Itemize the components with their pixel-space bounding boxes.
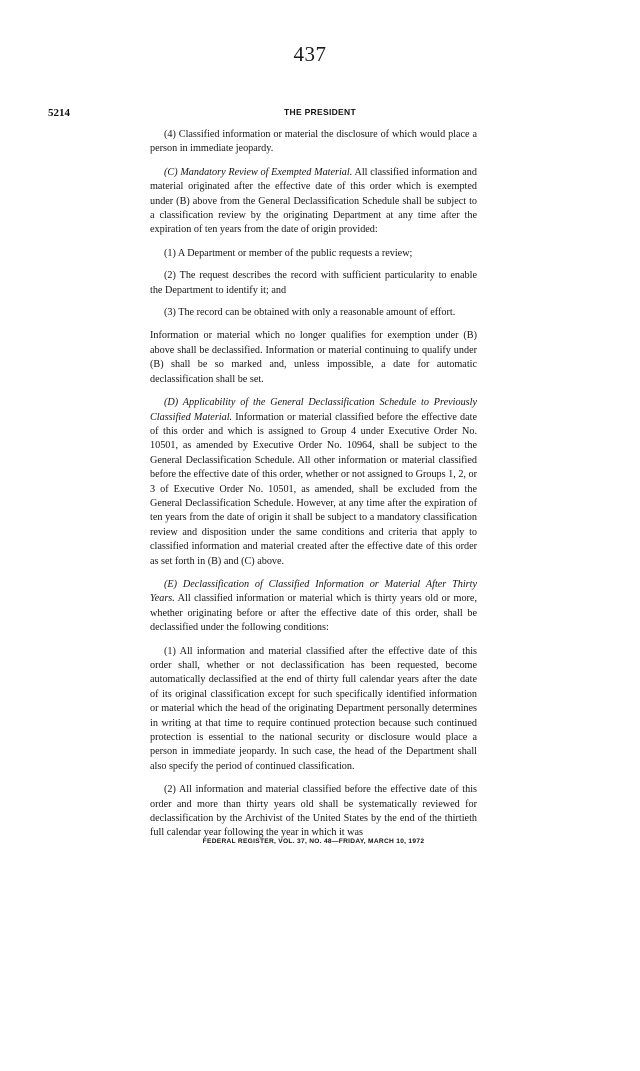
paragraph-section-e: (E) Declassification of Classified Information or Material After Thirty Years. All classified information or material which is thirty years old or more, whether originating before or after the effective date of this order, shall be declassified under the following conditions: xyxy=(150,578,477,634)
paragraph-c3: (3) The record can be obtained with only a reasonable amount of effort. xyxy=(164,307,456,319)
paragraph-c4: (4) Classified information or material the disclosure of which would place a person in immediate jeopardy. xyxy=(150,129,477,155)
paragraph-c2: (2) The request describes the record with sufficient particularity to enable the Department to identify it; and xyxy=(150,270,477,296)
section-d-heading: (D) Applicability of the General Declassification Schedule to Previously Classified Material. xyxy=(150,397,477,423)
federal-register-footer: FEDERAL REGISTER, VOL. 37, NO. 48—FRIDAY, MARCH 10, 1972 xyxy=(202,838,425,845)
paragraph-c1: (1) A Department or member of the public requests a review; xyxy=(164,247,413,259)
paragraph-e1: (1) All information and material classified after the effective date of this order shall, whether or not declassification has been requested, become automatically declassified at the end of thirty full calendar years after the date of its original classification except for such specifically identified information or material which the head of the originating Department personally determines in writing at that time to require continued protection because such continued protection is essential to the national security or disclosure would place a person in immediate jeopardy. In such case, the head of the Department shall also specify the period of continued classification. xyxy=(150,645,477,772)
paragraph-section-d: (D) Applicability of the General Declassification Schedule to Previously Classified Material. Information or material classified before the effective date of this order and which is assigned to Group 4 under Executive Order No. 10501, as amended by Executive Order No. 10964, shall be subject to the General Declassification Schedule. All other information or material classified before the effective date of this order, whether or not assigned to Groups 1, 2, or 3 of Executive Order No. 10501, as amended, shall be excluded from the General Declassification Schedule. However, at any time after the expiration of ten years from the date of origin it shall be subject to a mandatory classification review and disposition under the same conditions and criteria that apply to classified information and material created after the effective date of this order as set forth in (B) and (C) above. xyxy=(150,397,477,567)
body-text-column xyxy=(150,128,477,850)
paragraph-e2: (2) All information and material classified before the effective date of this order and more than thirty years old shall be systematically reviewed for declassification by the Archivist of the United States by the end of the thirtieth full calendar year following the year in which it was xyxy=(150,784,477,839)
section-c-heading: (C) Mandatory Review of Exempted Material. xyxy=(164,166,353,178)
top-page-number: 437 xyxy=(293,42,327,66)
paragraph-exemption-note: Information or material which no longer qualifies for exemption under (B) above shall be declassified. Information or material continuing to qualify under (B) shall be so marked and, unless impossible, a date for automatic declassification shall be set. xyxy=(150,330,477,385)
federal-register-page-number: 5214 xyxy=(48,107,70,119)
running-head: THE PRESIDENT xyxy=(284,107,356,117)
paragraph-section-c: (C) Mandatory Review of Exempted Material. All classified information and material originated after the effective date of this order which is exempted under (B) above from the General Declassification Schedule shall be subject to a classification review by the originating Department at any time after the expiration of ten years from the date of origin provided: xyxy=(150,166,477,236)
section-e-heading: (E) Declassification of Classified Information or Material After Thirty Years. xyxy=(150,578,477,605)
